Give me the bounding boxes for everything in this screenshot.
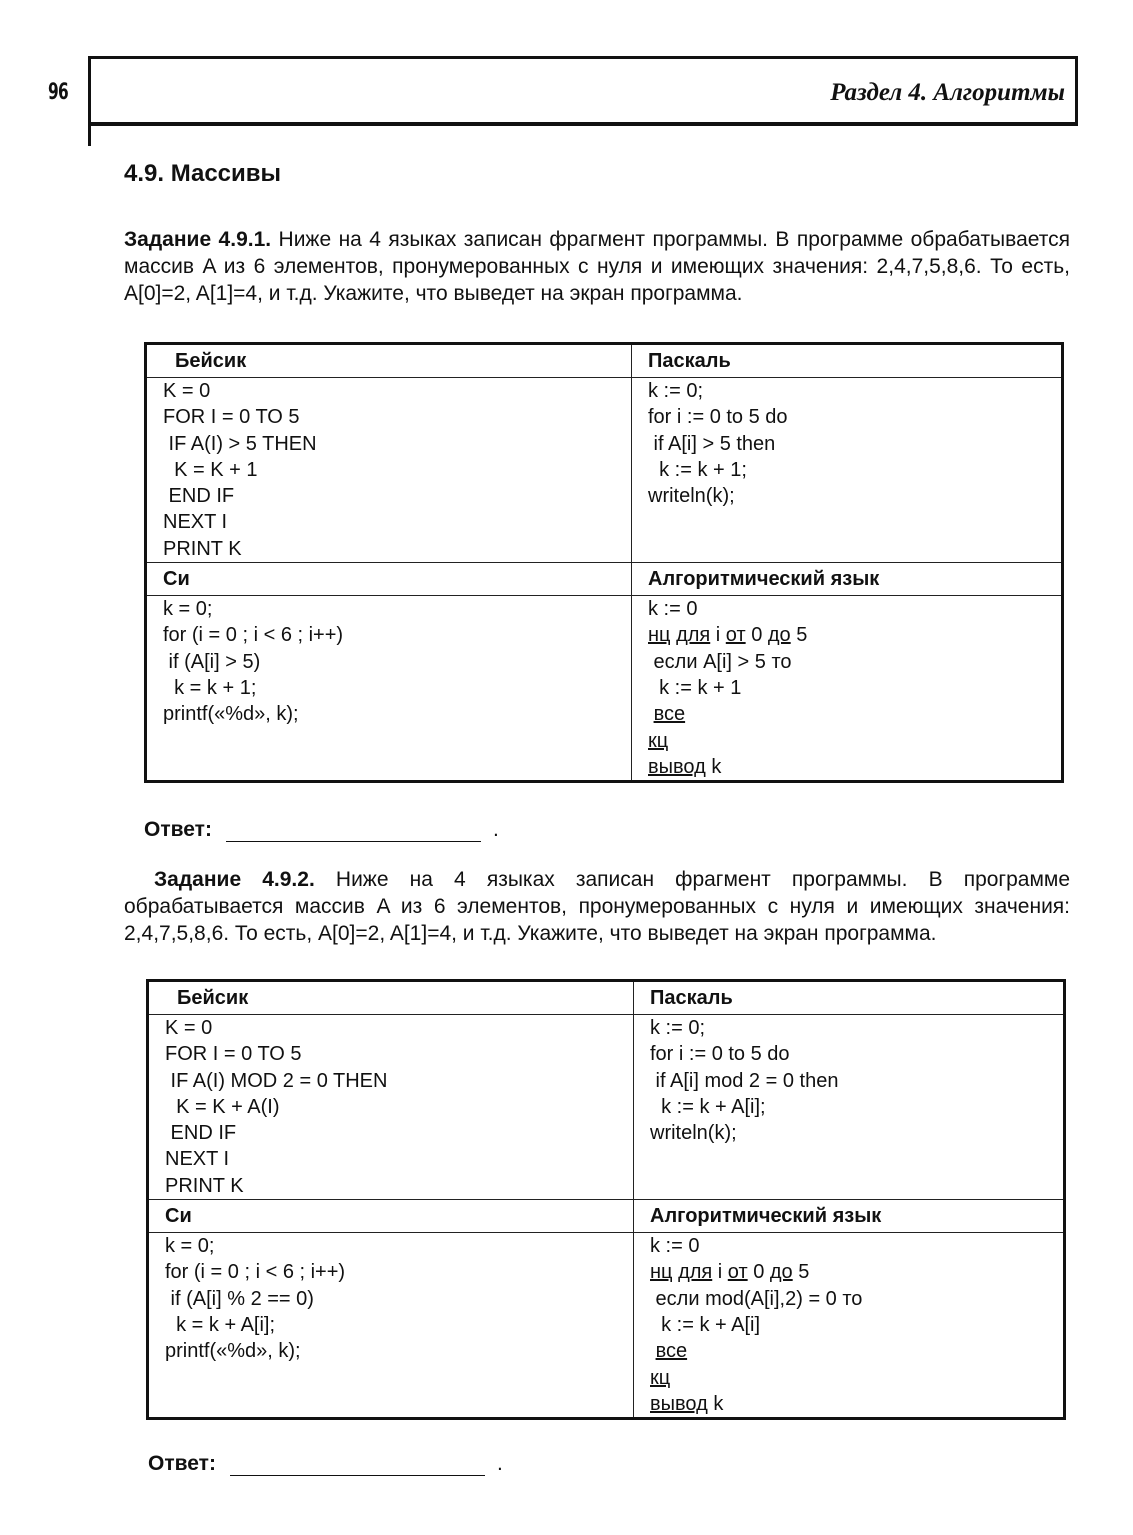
task-1-label: Задание 4.9.1. <box>124 228 272 251</box>
task-1-text: Ниже на 4 языках записан фрагмент программы. В программе обрабатывается массив A из 6 элементов, пронумерованных с нуля и имеющих значения: 2,4,7,5,8,6. То есть, A[0]=2, A[1]=4, и т.д. Укажите, что выведет на экран программа. <box>124 228 1070 305</box>
algo-line: кц <box>650 1366 671 1389</box>
task-2-pascal-code: k := 0; for i := 0 to 5 do if A[i] mod 2 = 0 then k := k + A[i]; writeln(k); <box>634 1015 1065 1200</box>
task-1-answer-label: Ответ: <box>144 818 212 841</box>
task-2-text: Ниже на 4 языках записан фрагмент программы. В программе обрабатывается массив A из 6 элементов, пронумерованных с нуля и имеющих значения: 2,4,7,5,8,6. То есть, A[0]=2, A[1]=4, и т.д. Укажите, что выведет на экран программа. <box>124 868 1070 945</box>
algo-line: если mod(A[i],2) = 0 то <box>650 1287 863 1310</box>
task-1-answer-field[interactable] <box>226 821 481 842</box>
task-2-pascal-header: Паскаль <box>634 981 1065 1015</box>
task-2-c-header: Си <box>148 1200 634 1233</box>
task-2-code-table <box>146 979 1066 1420</box>
task-1-code-table <box>144 342 1064 783</box>
task-2-c-code: k = 0; for (i = 0 ; i < 6 ; i++) if (A[i] % 2 == 0) k = k + A[i]; printf(«%d», k); <box>148 1233 634 1419</box>
task-1-basic-header: Бейсик <box>146 344 632 378</box>
task-1-pascal-header: Паскаль <box>632 344 1063 378</box>
task-1-c-code: k = 0; for (i = 0 ; i < 6 ; i++) if (A[i] > 5) k = k + 1; printf(«%d», k); <box>146 596 632 782</box>
algo-line: все <box>653 703 686 726</box>
task-1-statement <box>124 226 1070 307</box>
task-1-algo-header: Алгоритмический язык <box>632 563 1063 596</box>
algo-line: k := k + A[i] <box>650 1313 761 1336</box>
algo-line: нц для i от 0 до 5 <box>648 624 808 647</box>
algo-line: все <box>655 1340 688 1363</box>
task-2-basic-code: K = 0 FOR I = 0 TO 5 IF A(I) MOD 2 = 0 THEN K = K + A(I) END IF NEXT I PRINT K <box>148 1015 634 1200</box>
task-2-answer-label: Ответ: <box>148 1452 216 1475</box>
algo-line: вывод k <box>648 755 722 778</box>
task-2-answer-field[interactable] <box>230 1455 485 1476</box>
task-1-answer: Ответ: . <box>144 818 499 841</box>
page-number: 96 <box>48 80 69 105</box>
task-2-algo-code <box>634 1233 1065 1419</box>
task-2-algo-header: Алгоритмический язык <box>634 1200 1065 1233</box>
header-rule <box>88 120 91 146</box>
chapter-title: 4.9. Массивы <box>124 160 282 187</box>
task-1-pascal-code: k := 0; for i := 0 to 5 do if A[i] > 5 then k := k + 1; writeln(k); <box>632 378 1063 563</box>
task-1-basic-code: K = 0 FOR I = 0 TO 5 IF A(I) > 5 THEN K = K + 1 END IF NEXT I PRINT K <box>146 378 632 563</box>
algo-line: k := 0 <box>648 598 698 621</box>
section-title: Раздел 4. Алгоритмы <box>830 79 1065 106</box>
algo-line: если A[i] > 5 то <box>648 650 792 673</box>
task-2-basic-header: Бейсик <box>148 981 634 1015</box>
task-1-algo-code <box>632 596 1063 782</box>
task-2-answer: Ответ: . <box>148 1452 503 1475</box>
task-2-label: Задание 4.9.2. <box>154 868 315 891</box>
algo-line: вывод k <box>650 1392 724 1415</box>
page-header <box>88 56 1078 126</box>
algo-line: кц <box>648 729 669 752</box>
task-2-statement <box>124 866 1070 947</box>
task-1-c-header: Си <box>146 563 632 596</box>
algo-line: нц для i от 0 до 5 <box>650 1261 810 1284</box>
algo-line: k := k + 1 <box>648 676 742 699</box>
algo-line: k := 0 <box>650 1235 700 1258</box>
